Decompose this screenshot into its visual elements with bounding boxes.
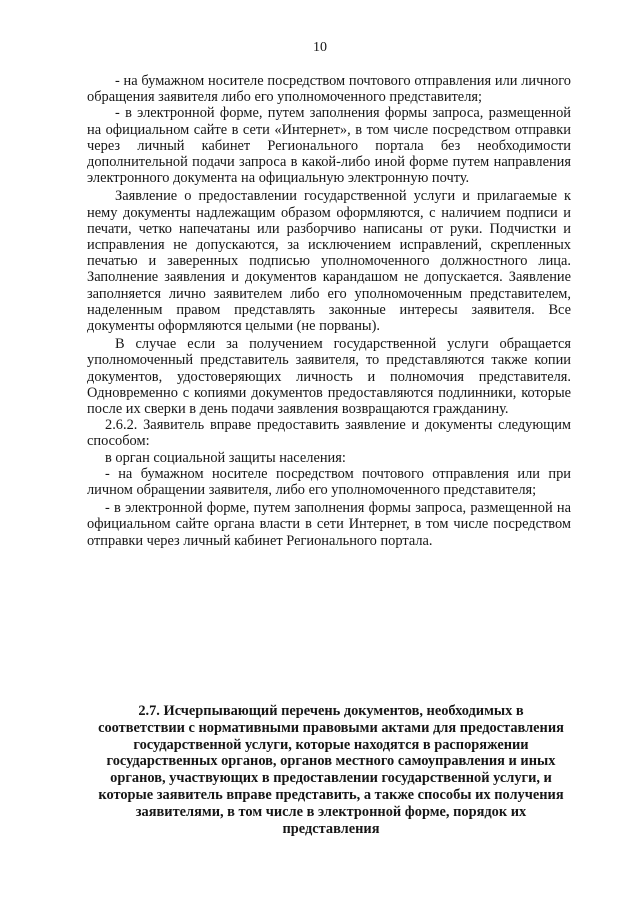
paragraph-paper-or-personal: - на бумажном носителе посредством почтового отправления или при личном обращении заявителя, либо его уполномоченного представителя; (87, 465, 571, 499)
paragraph-application-requirements: Заявление о предоставлении государственной услуги и прилагаемые к нему документы надлежащим образом оформляются, с наличием подписи и печати, четко напечатаны или разборчиво написаны от руки. Подчистки и исправления не допускаются, за исключением исправлений, скрепленных печатью и заверенных подписью уполномоченного должностного лица. Заполнение заявления и документов карандашом не допускается. Заявление заполняется лично заявителем либо его уполномоченным представителем, наделенным правом представлять законные интересы заявителя. Все документы оформляются целыми (не порваны). (87, 188, 571, 335)
section-heading-2-7: 2.7. Исчерпывающий перечень документов, необходимых в соответствии с нормативными правовыми актами для предоставления государственной услуги, которые находятся в распоряжении государственных органов, органов местного самоуправления и иных органов, участвующих в предоставлении государственной услуги, и которые заявитель вправе представить, а также способы их получения заявителями, в том числе в электронной форме, порядок их представления (98, 703, 564, 837)
paragraph-paper-submission: - на бумажном носителе посредством почтового отправления или личного обращения заявителя либо его уполномоченного представителя; (87, 73, 571, 106)
paragraph-representative: В случае если за получением государственной услуги обращается уполномоченный представитель заявителя, то представляются также копии документов, удостоверяющих личность и полномочия представителя. Одновременно с копиями документов предоставляются подлинники, которые после их сверки в день подачи заявления возвращаются гражданину. (87, 336, 571, 418)
paragraph-electronic-official-site: - в электронной форме, путем заполнения формы запроса, размещенной на официальном сайте органа власти в сети Интернет, в том числе посредством отправки через личный кабинет Регионального портала. (87, 500, 571, 549)
paragraph-social-protection-body: в орган социальной защиты населения: (105, 449, 346, 466)
page-number: 10 (313, 40, 327, 55)
paragraph-2-6-2: 2.6.2. Заявитель вправе предоставить заявление и документы следующим способом: (87, 417, 571, 450)
body-text (87, 73, 571, 549)
paragraph-electronic-submission: - в электронной форме, путем заполнения формы запроса, размещенной на официальном сайте в сети «Интернет», в том числе посредством отправки через личный кабинет Регионального портала без необходимости дополнительной подачи запроса в какой-либо иной форме путем направления электронного документа на официальную электронную почту. (87, 105, 571, 187)
